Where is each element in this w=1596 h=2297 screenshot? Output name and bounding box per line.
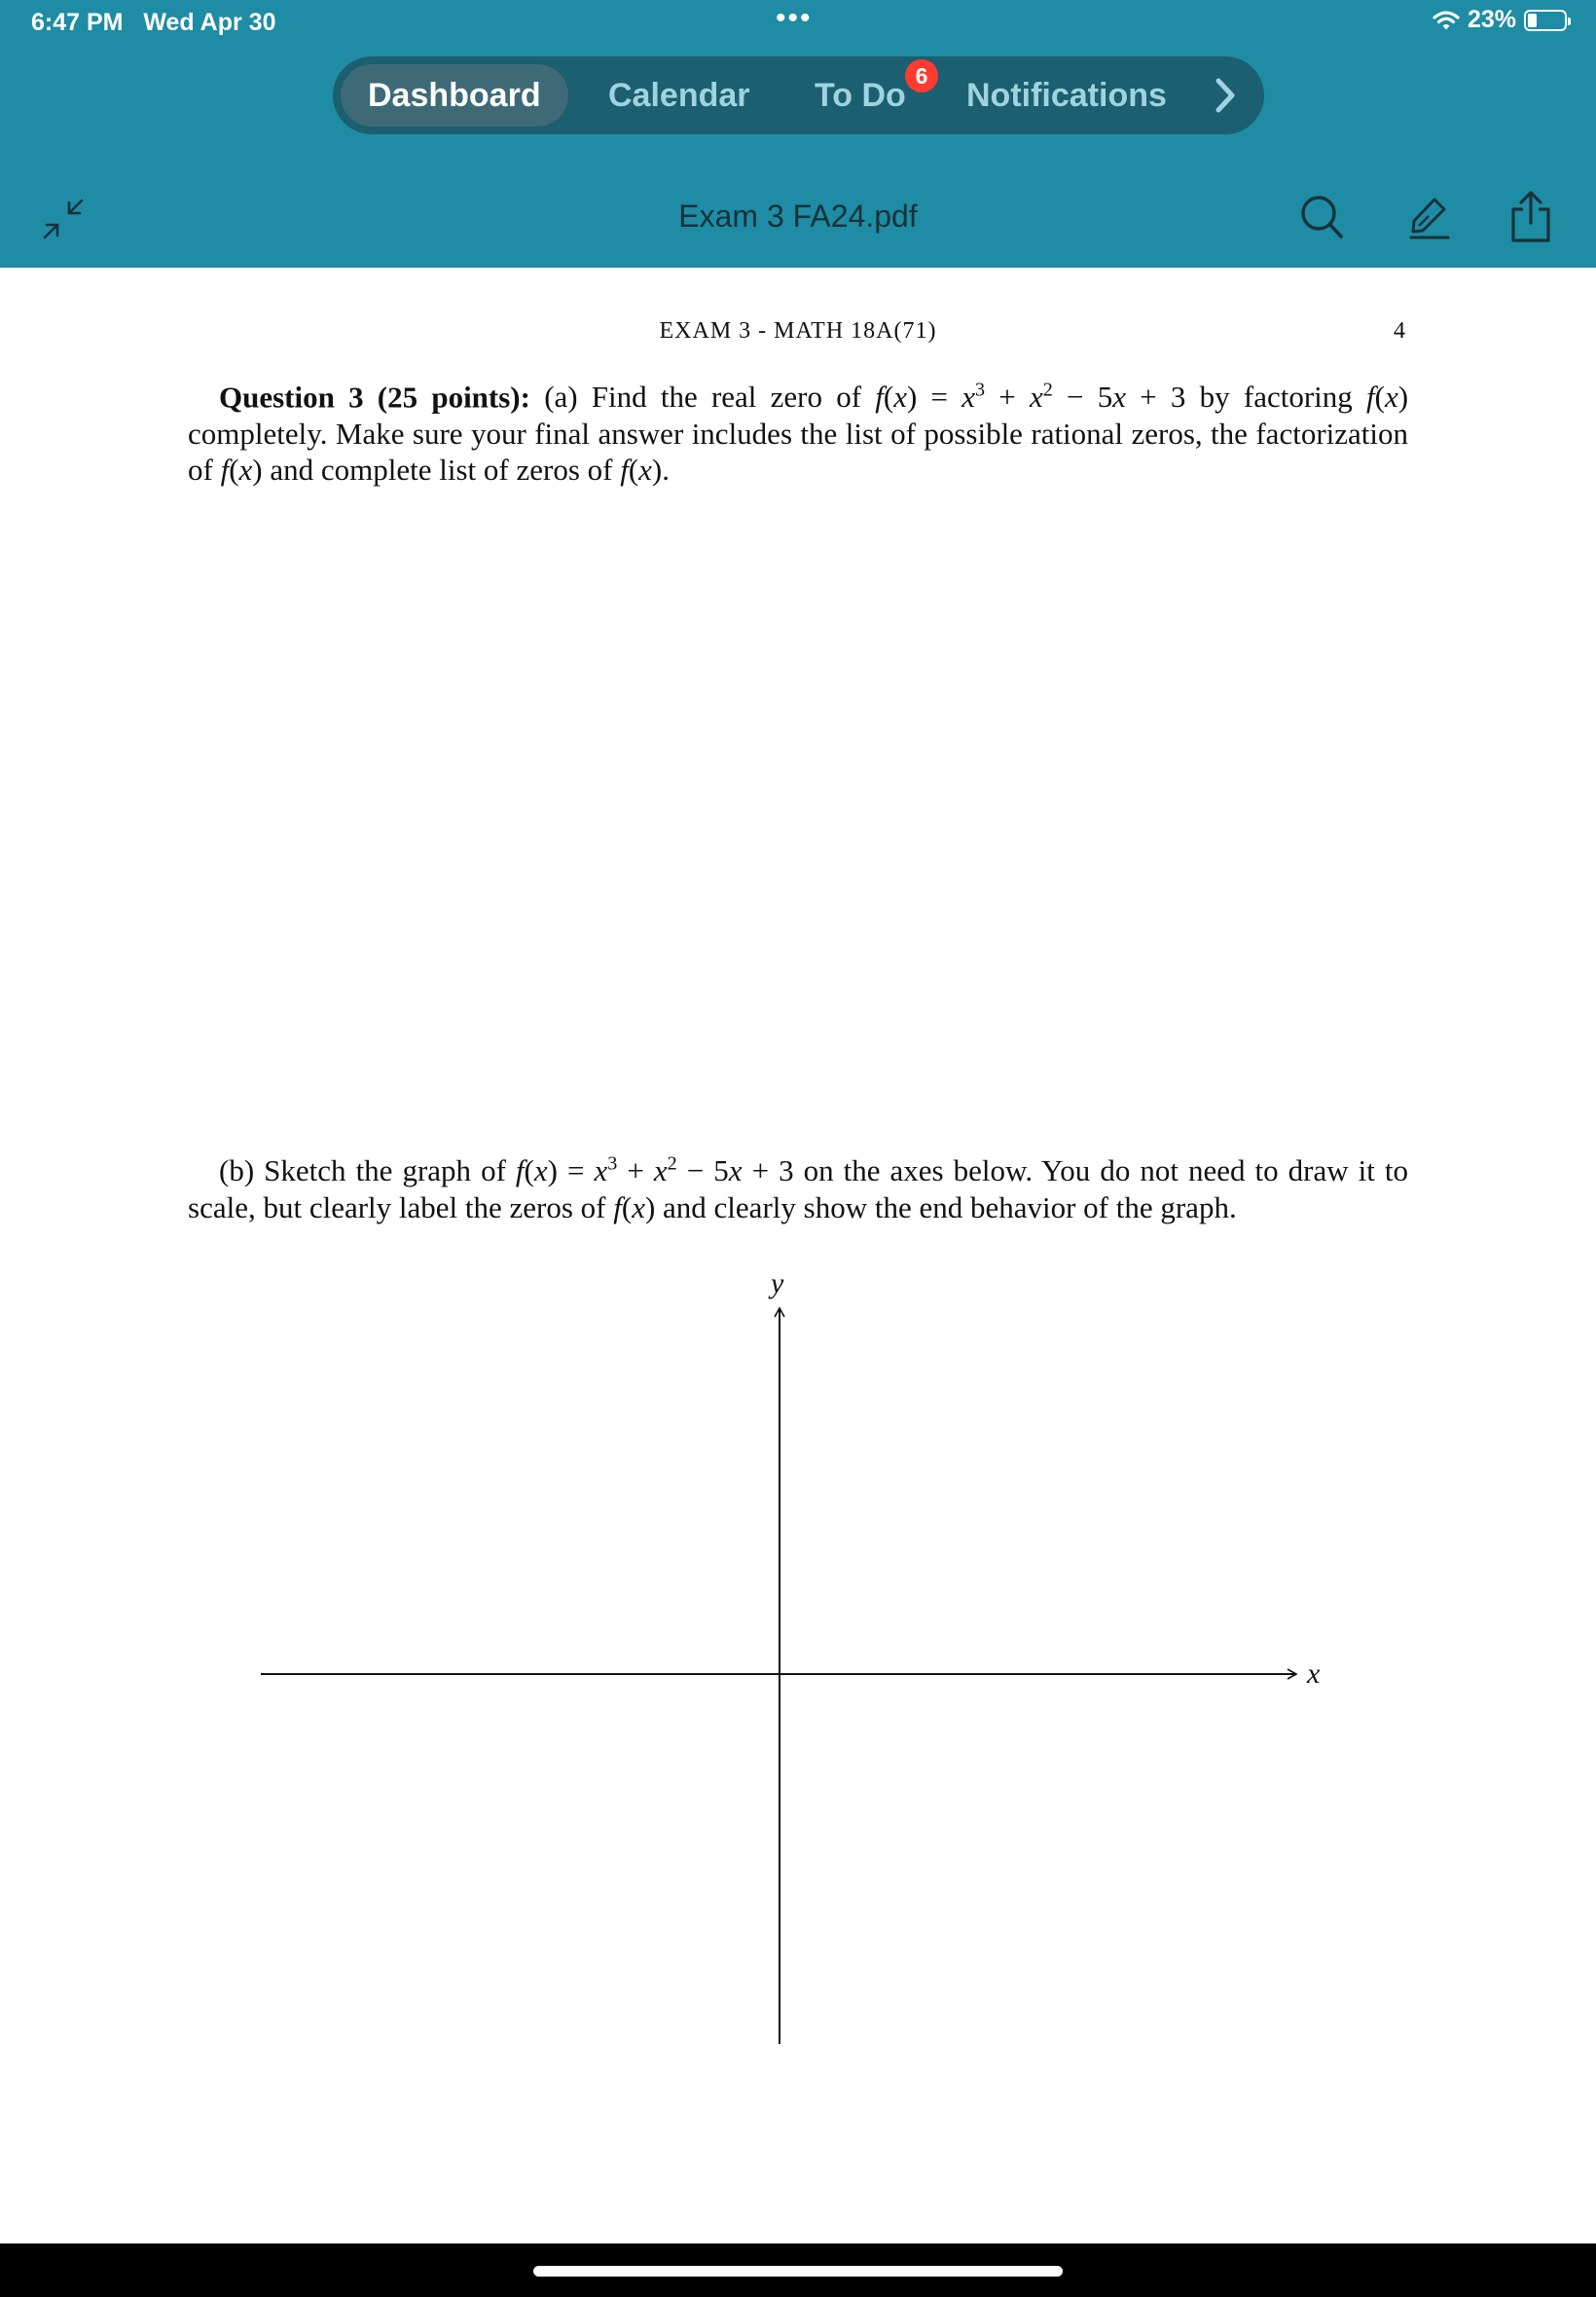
chevron-right-icon[interactable]: [1211, 73, 1240, 118]
y-axis-label: y: [771, 1267, 784, 1299]
clock: 6:47 PM: [31, 9, 124, 36]
top-tab-bar: [333, 56, 1264, 134]
x-axis-label: x: [1307, 1658, 1321, 1690]
battery-percent: 23%: [1467, 6, 1516, 33]
tab-dashboard[interactable]: Dashboard: [341, 64, 568, 127]
todo-badge: 6: [905, 59, 938, 92]
wifi-icon: [1433, 10, 1460, 31]
question-3b-text: (b) Sketch the graph of $f(x) = x^3 + x^2 - 5x + 3$ on the axes below. You do not need to draw it to scale, but clearly label the zeros of f(x) and clearly show the end behavior of the graph.: [188, 1153, 1409, 1224]
multitasking-dots[interactable]: •••: [776, 2, 813, 34]
tab-calendar[interactable]: Calendar: [608, 77, 750, 114]
status-time: [31, 9, 275, 37]
app-toolbar: [0, 0, 1596, 268]
coordinate-axes[interactable]: [0, 268, 1596, 2243]
home-indicator[interactable]: [533, 2266, 1063, 2277]
markup-pen-icon[interactable]: [1405, 194, 1454, 242]
tab-notifications[interactable]: Notifications: [966, 77, 1167, 114]
page-number: 4: [1394, 318, 1405, 344]
share-icon[interactable]: [1508, 190, 1553, 244]
running-header: EXAM 3 - MATH 18A(71): [659, 318, 937, 344]
home-bar-area: [0, 2243, 1596, 2297]
date: Wed Apr 30: [143, 9, 276, 36]
tab-todo[interactable]: To Do: [815, 77, 906, 114]
question-label: Question 3 (25 points):: [219, 380, 530, 415]
question-3a-text: (a) Find the real zero of $f(x) = x^3 + x^2 - 5x + 3$ by factoring f(x) completely. Make sure your final answer includes the list of possible rational zeros, the factorization of f(x) and complete list of zeros of f(x).: [188, 380, 1409, 488]
document-title: Exam 3 FA24.pdf: [678, 199, 918, 234]
status-right: [1433, 6, 1567, 34]
search-icon[interactable]: [1299, 194, 1346, 242]
battery-icon: [1524, 10, 1567, 31]
pdf-page[interactable]: [0, 268, 1596, 2243]
